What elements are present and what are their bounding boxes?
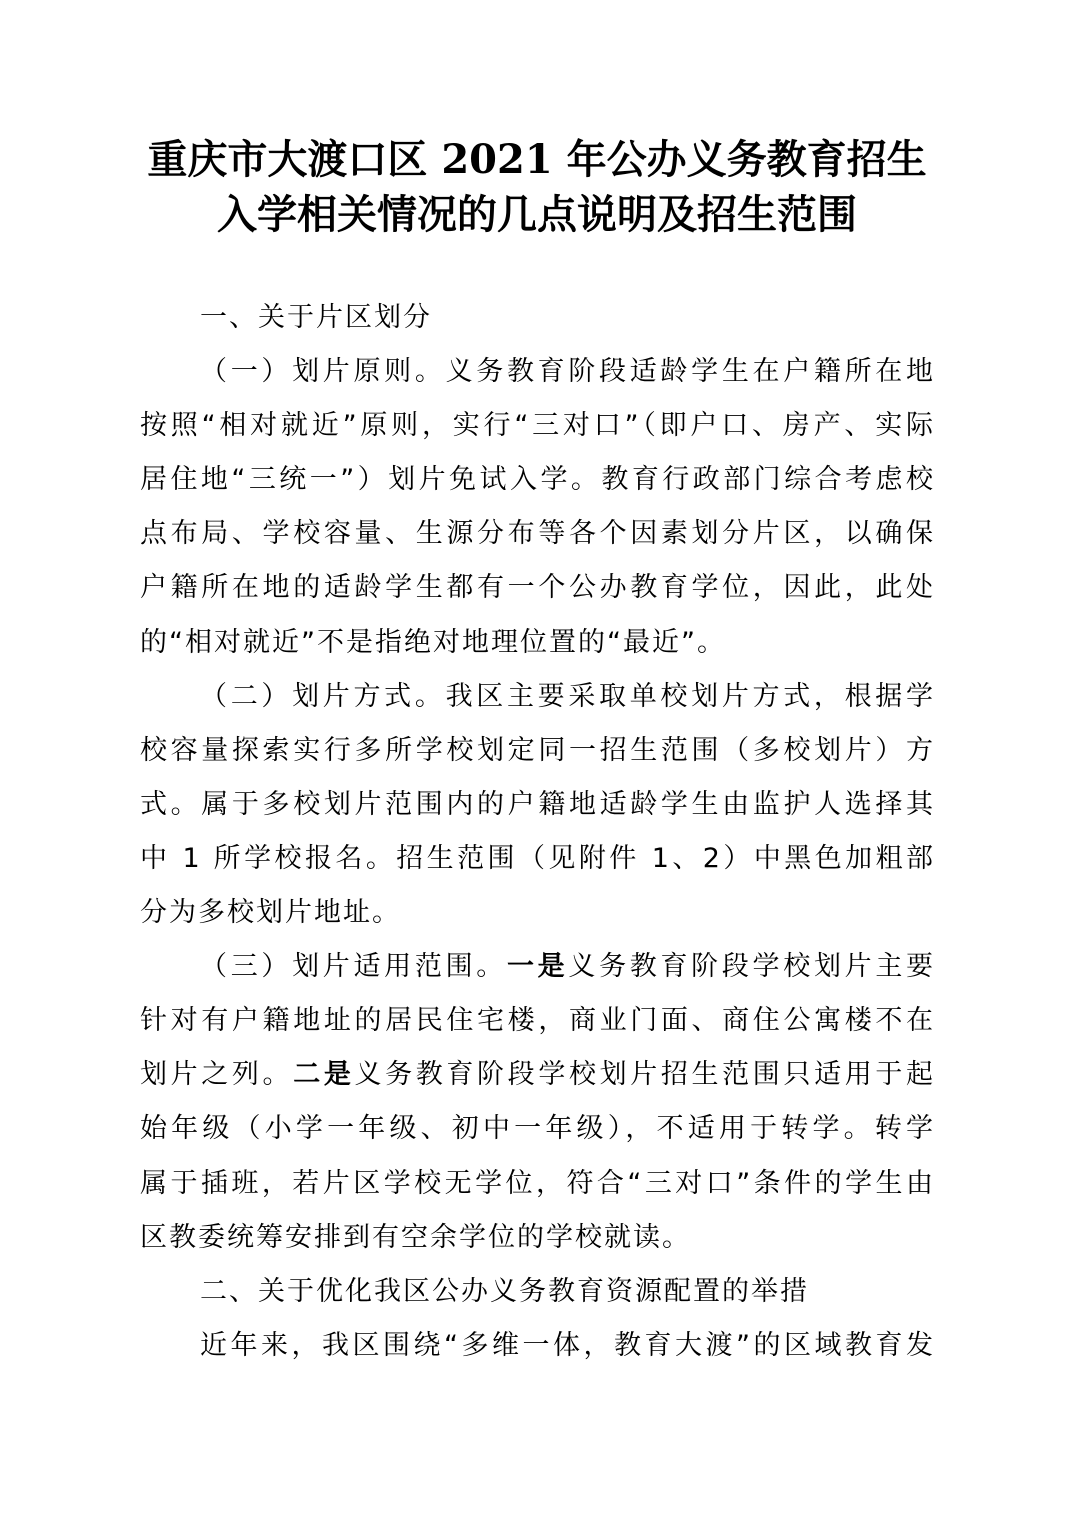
paragraph-line	[140, 940, 935, 994]
title-line: 重庆市大渡口区 2021 年公办义务教育招生	[147, 136, 927, 183]
line-text: 义务教育阶段学校划片主要	[568, 951, 935, 983]
paragraph-line: 区教委统筹安排到有空余学位的学校就读。	[140, 1221, 691, 1253]
paragraph-line: 的“相对就近”不是指绝对地理位置的“最近”。	[140, 626, 726, 658]
line-text: 义务教育阶段学校划片招生范围只适用于起	[354, 1059, 935, 1091]
paragraph-line: 按照“相对就近”原则，实行“三对口”（即户口、房产、实际	[140, 410, 935, 442]
paragraph-line: 中 1 所学校报名。招生范围（见附件 1、2）中黑色加粗部	[140, 842, 935, 874]
paragraph-line: 点布局、学校容量、生源分布等各个因素划分片区，以确保	[140, 518, 935, 550]
bold-emphasis: 一是	[506, 951, 569, 983]
paragraph-line: （二）划片方式。我区主要采取单校划片方式，根据学	[200, 680, 935, 712]
document-body	[140, 291, 935, 1373]
document-title	[0, 132, 1074, 242]
paragraph-line: 式。属于多校划片范围内的户籍地适龄学生由监护人选择其	[140, 788, 935, 820]
paragraph-line: 户籍所在地的适龄学生都有一个公办教育学位，因此，此处	[140, 572, 935, 604]
paragraph-line: （一）划片原则。义务教育阶段适龄学生在户籍所在地	[200, 356, 935, 388]
title-line: 入学相关情况的几点说明及招生范围	[217, 191, 857, 238]
paragraph-line: 始年级（小学一年级、初中一年级），不适用于转学。转学	[140, 1113, 935, 1145]
paragraph-line: 分为多校划片地址。	[140, 897, 401, 929]
section-heading: 一、关于片区划分	[200, 302, 432, 333]
line-text: （三）划片适用范围。	[200, 951, 507, 983]
paragraph-line: 针对有户籍地址的居民住宅楼，商业门面、商住公寓楼不在	[140, 1005, 935, 1037]
paragraph-line: 校容量探索实行多所学校划定同一招生范围（多校划片）方	[140, 734, 935, 766]
paragraph-line: 居住地“三统一”）划片免试入学。教育行政部门综合考虑校	[140, 464, 935, 496]
paragraph-line: 近年来，我区围绕“多维一体，教育大渡”的区域教育发	[200, 1329, 935, 1361]
bold-emphasis: 二是	[293, 1059, 355, 1091]
line-text: 划片之列。	[140, 1059, 294, 1091]
paragraph-line: 属于插班，若片区学校无学位，符合“三对口”条件的学生由	[140, 1167, 935, 1199]
paragraph-line	[140, 1048, 935, 1102]
section-heading: 二、关于优化我区公办义务教育资源配置的举措	[200, 1275, 809, 1307]
